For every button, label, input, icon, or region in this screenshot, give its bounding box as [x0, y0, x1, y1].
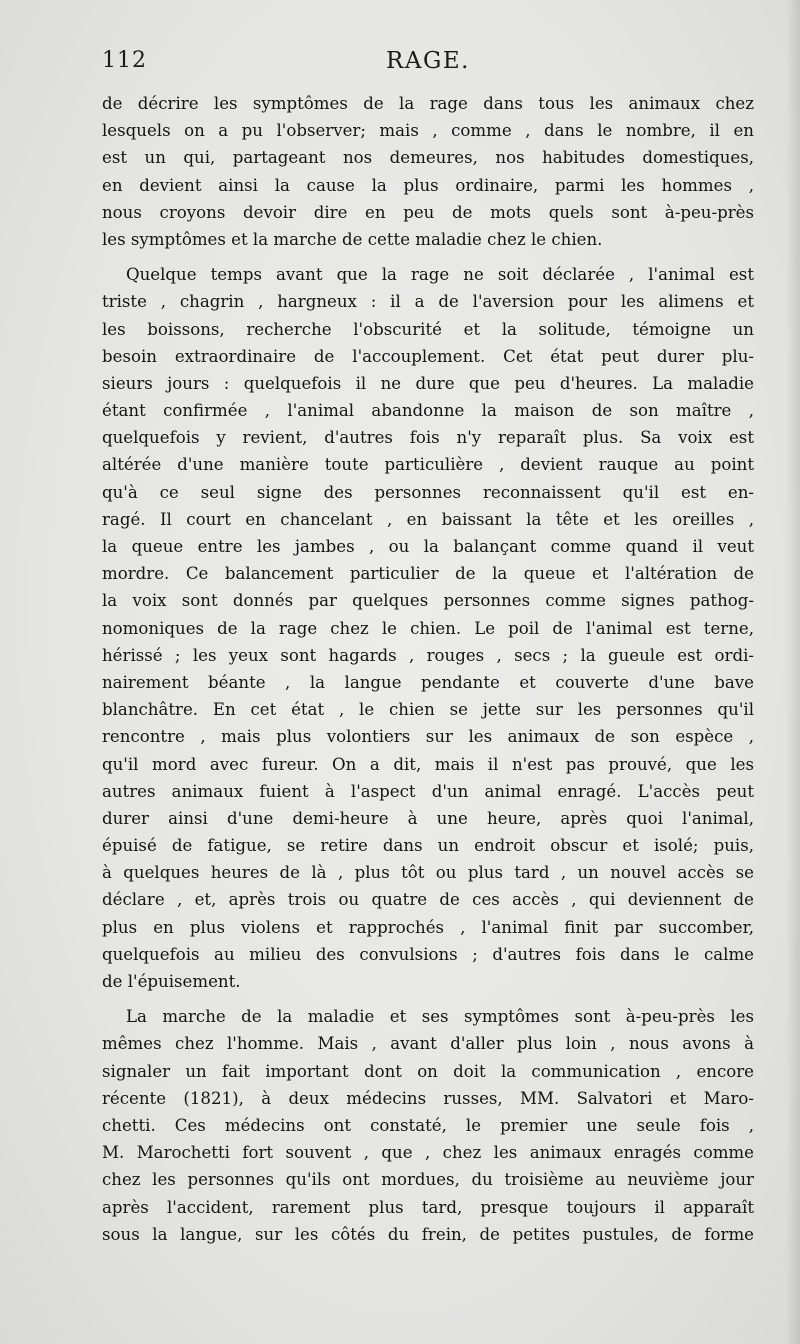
text-line: quelquefois au milieu des convulsions ; d'autres fois dans le calme: [102, 944, 754, 964]
text-line: ragé. Il court en chancelant , en baissant la tête et les oreilles ,: [102, 509, 754, 529]
paragraph-gap: [102, 253, 754, 261]
text-line: les symptômes et la marche de cette maladie chez le chien.: [102, 229, 603, 249]
text-line: besoin extraordinaire de l'accouplement. Cet état peut durer plu-: [102, 346, 754, 366]
text-line: durer ainsi d'une demi-heure à une heure, après quoi l'animal,: [102, 808, 754, 828]
page-edge-shadow: [786, 0, 800, 1344]
page-header: [102, 48, 754, 80]
text-line: La marche de la maladie et ses symptômes sont à-peu-près les: [126, 1007, 754, 1027]
text-line: altérée d'une manière toute particulière , devient rauque au point: [102, 455, 754, 475]
paragraph-gap: [102, 995, 754, 1003]
text-line: Quelque temps avant que la rage ne soit déclarée , l'animal est: [126, 265, 754, 285]
text-line: mêmes chez l'homme. Mais , avant d'aller plus loin , nous avons à: [102, 1034, 754, 1054]
page-number: 112: [102, 48, 147, 73]
text-line: nomoniques de la rage chez le chien. Le poil de l'animal est terne,: [102, 618, 754, 638]
text-line: triste , chagrin , hargneux : il a de l'aversion pour les alimens et: [102, 292, 754, 312]
text-line: après l'accident, rarement plus tard, presque toujours il apparaît: [102, 1197, 754, 1217]
text-line: de l'épuisement.: [102, 972, 241, 991]
text-line: est un qui, partageant nos demeures, nos habitudes domestiques,: [102, 148, 754, 168]
text-line: qu'à ce seul signe des personnes reconnaissent qu'il est en-: [102, 482, 754, 502]
text-line: signaler un fait important dont on doit la communication , encore: [102, 1061, 754, 1081]
text-line: autres animaux fuient à l'aspect d'un animal enragé. L'accès peut: [102, 781, 754, 801]
text-line: en devient ainsi la cause la plus ordinaire, parmi les hommes ,: [102, 175, 754, 195]
text-line: épuisé de fatigue, se retire dans un endroit obscur et isolé; puis,: [102, 836, 754, 856]
text-line: nairement béante , la langue pendante et couverte d'une bave: [102, 672, 754, 692]
text-line: hérissé ; les yeux sont hagards , rouges , secs ; la gueule est ordi-: [102, 645, 754, 665]
text-line: blanchâtre. En cet état , le chien se jette sur les personnes qu'il: [102, 700, 754, 720]
text-line: plus en plus violens et rapprochés , l'animal finit par succomber,: [102, 917, 754, 937]
text-line: chez les personnes qu'ils ont mordues, du troisième au neuvième jour: [102, 1170, 754, 1190]
paragraph-1: [102, 90, 754, 253]
text-line: à quelques heures de là , plus tôt ou plus tard , un nouvel accès se: [102, 863, 754, 883]
text-line: la queue entre les jambes , ou la balançant comme quand il veut: [102, 537, 754, 556]
text-line: récente (1821), à deux médecins russes, MM. Salvatori et Maro-: [102, 1088, 754, 1108]
text-line: déclare , et, après trois ou quatre de ces accès , qui deviennent de: [102, 890, 754, 910]
text-line: M. Marochetti fort souvent , que , chez les animaux enragés comme: [102, 1143, 754, 1163]
paragraph-2: [102, 261, 754, 995]
running-head: RAGE.: [386, 48, 470, 74]
text-line: la voix sont donnés par quelques personnes comme signes pathog-: [102, 591, 754, 611]
text-line: quelquefois y revient, d'autres fois n'y reparaît plus. Sa voix est: [102, 428, 754, 448]
text-line: lesquels on a pu l'observer; mais , comme , dans le nombre, il en: [102, 121, 754, 141]
text-line: chetti. Ces médecins ont constaté, le premier une seule fois ,: [102, 1115, 754, 1135]
text-line: sieurs jours : quelquefois il ne dure que peu d'heures. La maladie: [102, 373, 754, 393]
text-line: les boissons, recherche l'obscurité et la solitude, témoigne un: [102, 319, 754, 339]
text-line: mordre. Ce balancement particulier de la queue et l'altération de: [102, 564, 754, 584]
text-line: qu'il mord avec fureur. On a dit, mais il n'est pas prouvé, que les: [102, 754, 754, 774]
text-line: étant confirmée , l'animal abandonne la maison de son maître ,: [102, 401, 754, 421]
body-text: [102, 90, 754, 1248]
text-line: rencontre , mais plus volontiers sur les animaux de son espèce ,: [102, 727, 754, 747]
text-line: sous la langue, sur les côtés du frein, de petites pustules, de forme: [102, 1224, 754, 1244]
text-line: nous croyons devoir dire en peu de mots quels sont à-peu-près: [102, 202, 754, 222]
text-line: de décrire les symptômes de la rage dans tous les animaux chez: [102, 94, 754, 113]
paragraph-3: [102, 1003, 754, 1248]
